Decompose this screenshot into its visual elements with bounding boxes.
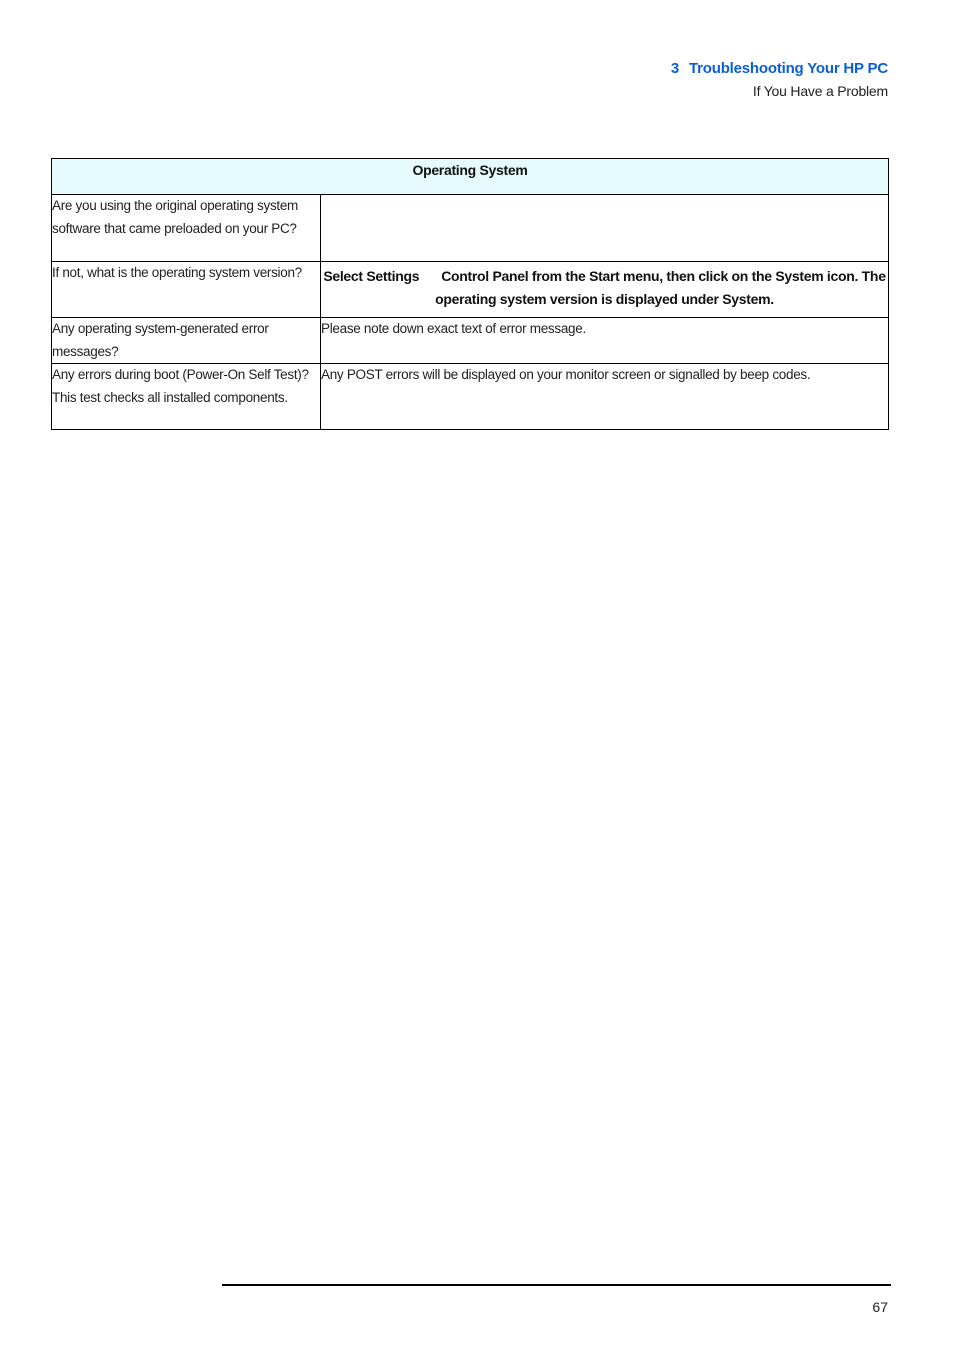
chapter-heading <box>671 60 888 77</box>
question-cell: If not, what is the operating system version? <box>52 262 321 318</box>
answer-cell: Any POST errors will be displayed on your monitor screen or signalled by beep codes. <box>321 364 889 430</box>
table-header-row <box>52 159 889 195</box>
table-row <box>52 262 889 318</box>
chapter-number: 3 <box>670 60 680 77</box>
question-note: This test checks all installed components. <box>52 389 288 405</box>
footer-divider <box>222 1284 891 1286</box>
question-line: Any errors during boot (Power-On Self Test)? <box>52 367 309 382</box>
chapter-title: Troubleshooting Your HP PC <box>689 60 888 77</box>
question-cell: Are you using the original operating system software that came preloaded on your PC? <box>52 195 321 262</box>
page-number: 67 <box>872 1299 888 1315</box>
section-title: If You Have a Problem <box>752 83 888 99</box>
answer-cell-instruction <box>321 262 889 318</box>
table-title: Operating System <box>52 159 889 195</box>
question-cell <box>52 364 321 430</box>
table-row <box>52 318 889 364</box>
table-row <box>52 364 889 430</box>
question-cell: Any operating system-generated error messages? <box>52 318 321 364</box>
table-row <box>52 195 889 262</box>
answer-cell <box>321 195 889 262</box>
instruction-part-control-panel: Control Panel from the Start menu, then click on the System icon. The operating system version is displayed under System. <box>435 268 886 307</box>
operating-system-table <box>51 158 889 430</box>
instruction-part-settings: Select Settings <box>323 268 420 284</box>
answer-cell: Please note down exact text of error message. <box>321 318 889 364</box>
